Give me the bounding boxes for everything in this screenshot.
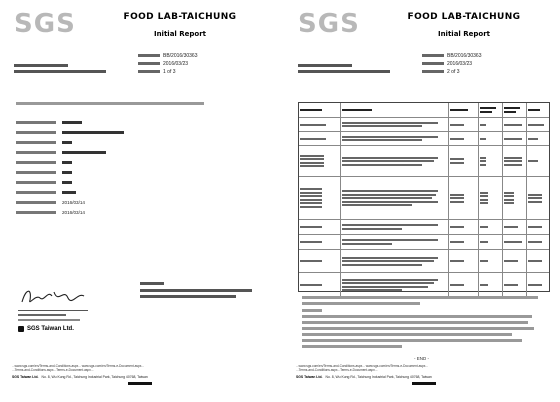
field-row	[16, 197, 204, 207]
page-footer	[296, 364, 548, 385]
terms-fine-print: ...www.sgs.com/en/Terms-and-Conditions.aspx... www.sgs.com/en/Terms-e-Document.aspx...	[296, 364, 428, 368]
report-meta	[138, 52, 264, 76]
field-row	[16, 207, 204, 217]
intro-line	[16, 102, 204, 105]
member-mark	[412, 382, 436, 385]
footer-address-line	[12, 375, 264, 379]
signatory-title	[18, 319, 80, 321]
date-value: 2016/03/14	[62, 199, 85, 205]
terms-fine-print: ...www.sgs.com/en/Terms-and-Conditions.aspx... www.sgs.com/en/Terms-e-Document.aspx...	[12, 364, 144, 368]
signature-icon	[18, 284, 88, 310]
field-row	[16, 167, 204, 177]
footer-address: No. 8, Wu Kung Rd., Taichung Industrial Park, Taichung 40768, Taiwan	[325, 375, 432, 379]
sgs-logo-icon	[12, 8, 92, 36]
table-row	[299, 235, 549, 250]
report-number: BB/2016/30363	[163, 53, 198, 59]
footer-brand: SGS Taiwan Ltd.	[12, 375, 39, 379]
end-mark: - END -	[414, 356, 429, 361]
report-type: Initial Report	[153, 30, 207, 38]
field-row	[16, 137, 204, 147]
date-value: 2016/03/14	[62, 209, 85, 215]
page-number: 1 of 3	[163, 69, 176, 75]
field-row	[16, 157, 204, 167]
results-table	[298, 102, 550, 292]
field-row	[16, 187, 204, 197]
report-page-1	[8, 4, 268, 398]
field-row	[16, 127, 204, 137]
table-row	[299, 220, 549, 235]
table-row	[299, 177, 549, 220]
lab-name: FOOD LAB-TAICHUNG	[407, 12, 521, 22]
sgs-logo	[12, 8, 92, 36]
sgs-logo-icon	[296, 8, 376, 36]
remarks	[140, 282, 260, 301]
table-row	[299, 250, 549, 273]
member-mark	[128, 382, 152, 385]
footer-address-line	[296, 375, 548, 379]
report-type: Initial Report	[437, 30, 491, 38]
table-row	[299, 118, 549, 132]
report-page-2	[292, 4, 552, 398]
report-meta	[422, 52, 548, 76]
signature	[18, 284, 88, 310]
field-row	[16, 177, 204, 187]
table-row	[299, 146, 549, 177]
sgs-dot-icon	[18, 326, 24, 332]
sgs-logo-letters: SGS	[14, 9, 76, 36]
sgs-logo-letters: SGS	[298, 9, 360, 36]
terms-fine-print: ...Terms-and-Conditions.aspx...Terms-e-Document.aspx...	[12, 368, 94, 372]
sgs-logo	[296, 8, 376, 36]
client-address	[14, 64, 106, 76]
field-row	[16, 117, 204, 127]
table-header	[299, 103, 549, 118]
footer-brand: SGS Taiwan Ltd.	[296, 375, 323, 379]
signatory-name	[18, 314, 66, 316]
field-row	[16, 147, 204, 157]
page-footer	[12, 364, 264, 385]
footer-address: No. 8, Wu Kung Rd., Taichung Industrial Park, Taichung 40768, Taiwan	[41, 375, 148, 379]
table-row	[299, 132, 549, 146]
client-address	[298, 64, 390, 76]
report-number: BB/2016/30363	[447, 53, 482, 59]
sgs-taiwan-label: SGS Taiwan Ltd.	[27, 326, 74, 332]
report-date: 2016/03/23	[163, 61, 189, 67]
page-number: 2 of 3	[447, 69, 460, 75]
sgs-taiwan-mark	[18, 326, 74, 332]
sample-info	[16, 102, 204, 217]
remarks	[302, 296, 546, 351]
terms-fine-print: ...Terms-and-Conditions.aspx...Terms-e-Document.aspx...	[296, 368, 378, 372]
table-row	[299, 273, 549, 297]
lab-name: FOOD LAB-TAICHUNG	[123, 12, 237, 22]
report-date: 2016/03/23	[447, 61, 473, 67]
